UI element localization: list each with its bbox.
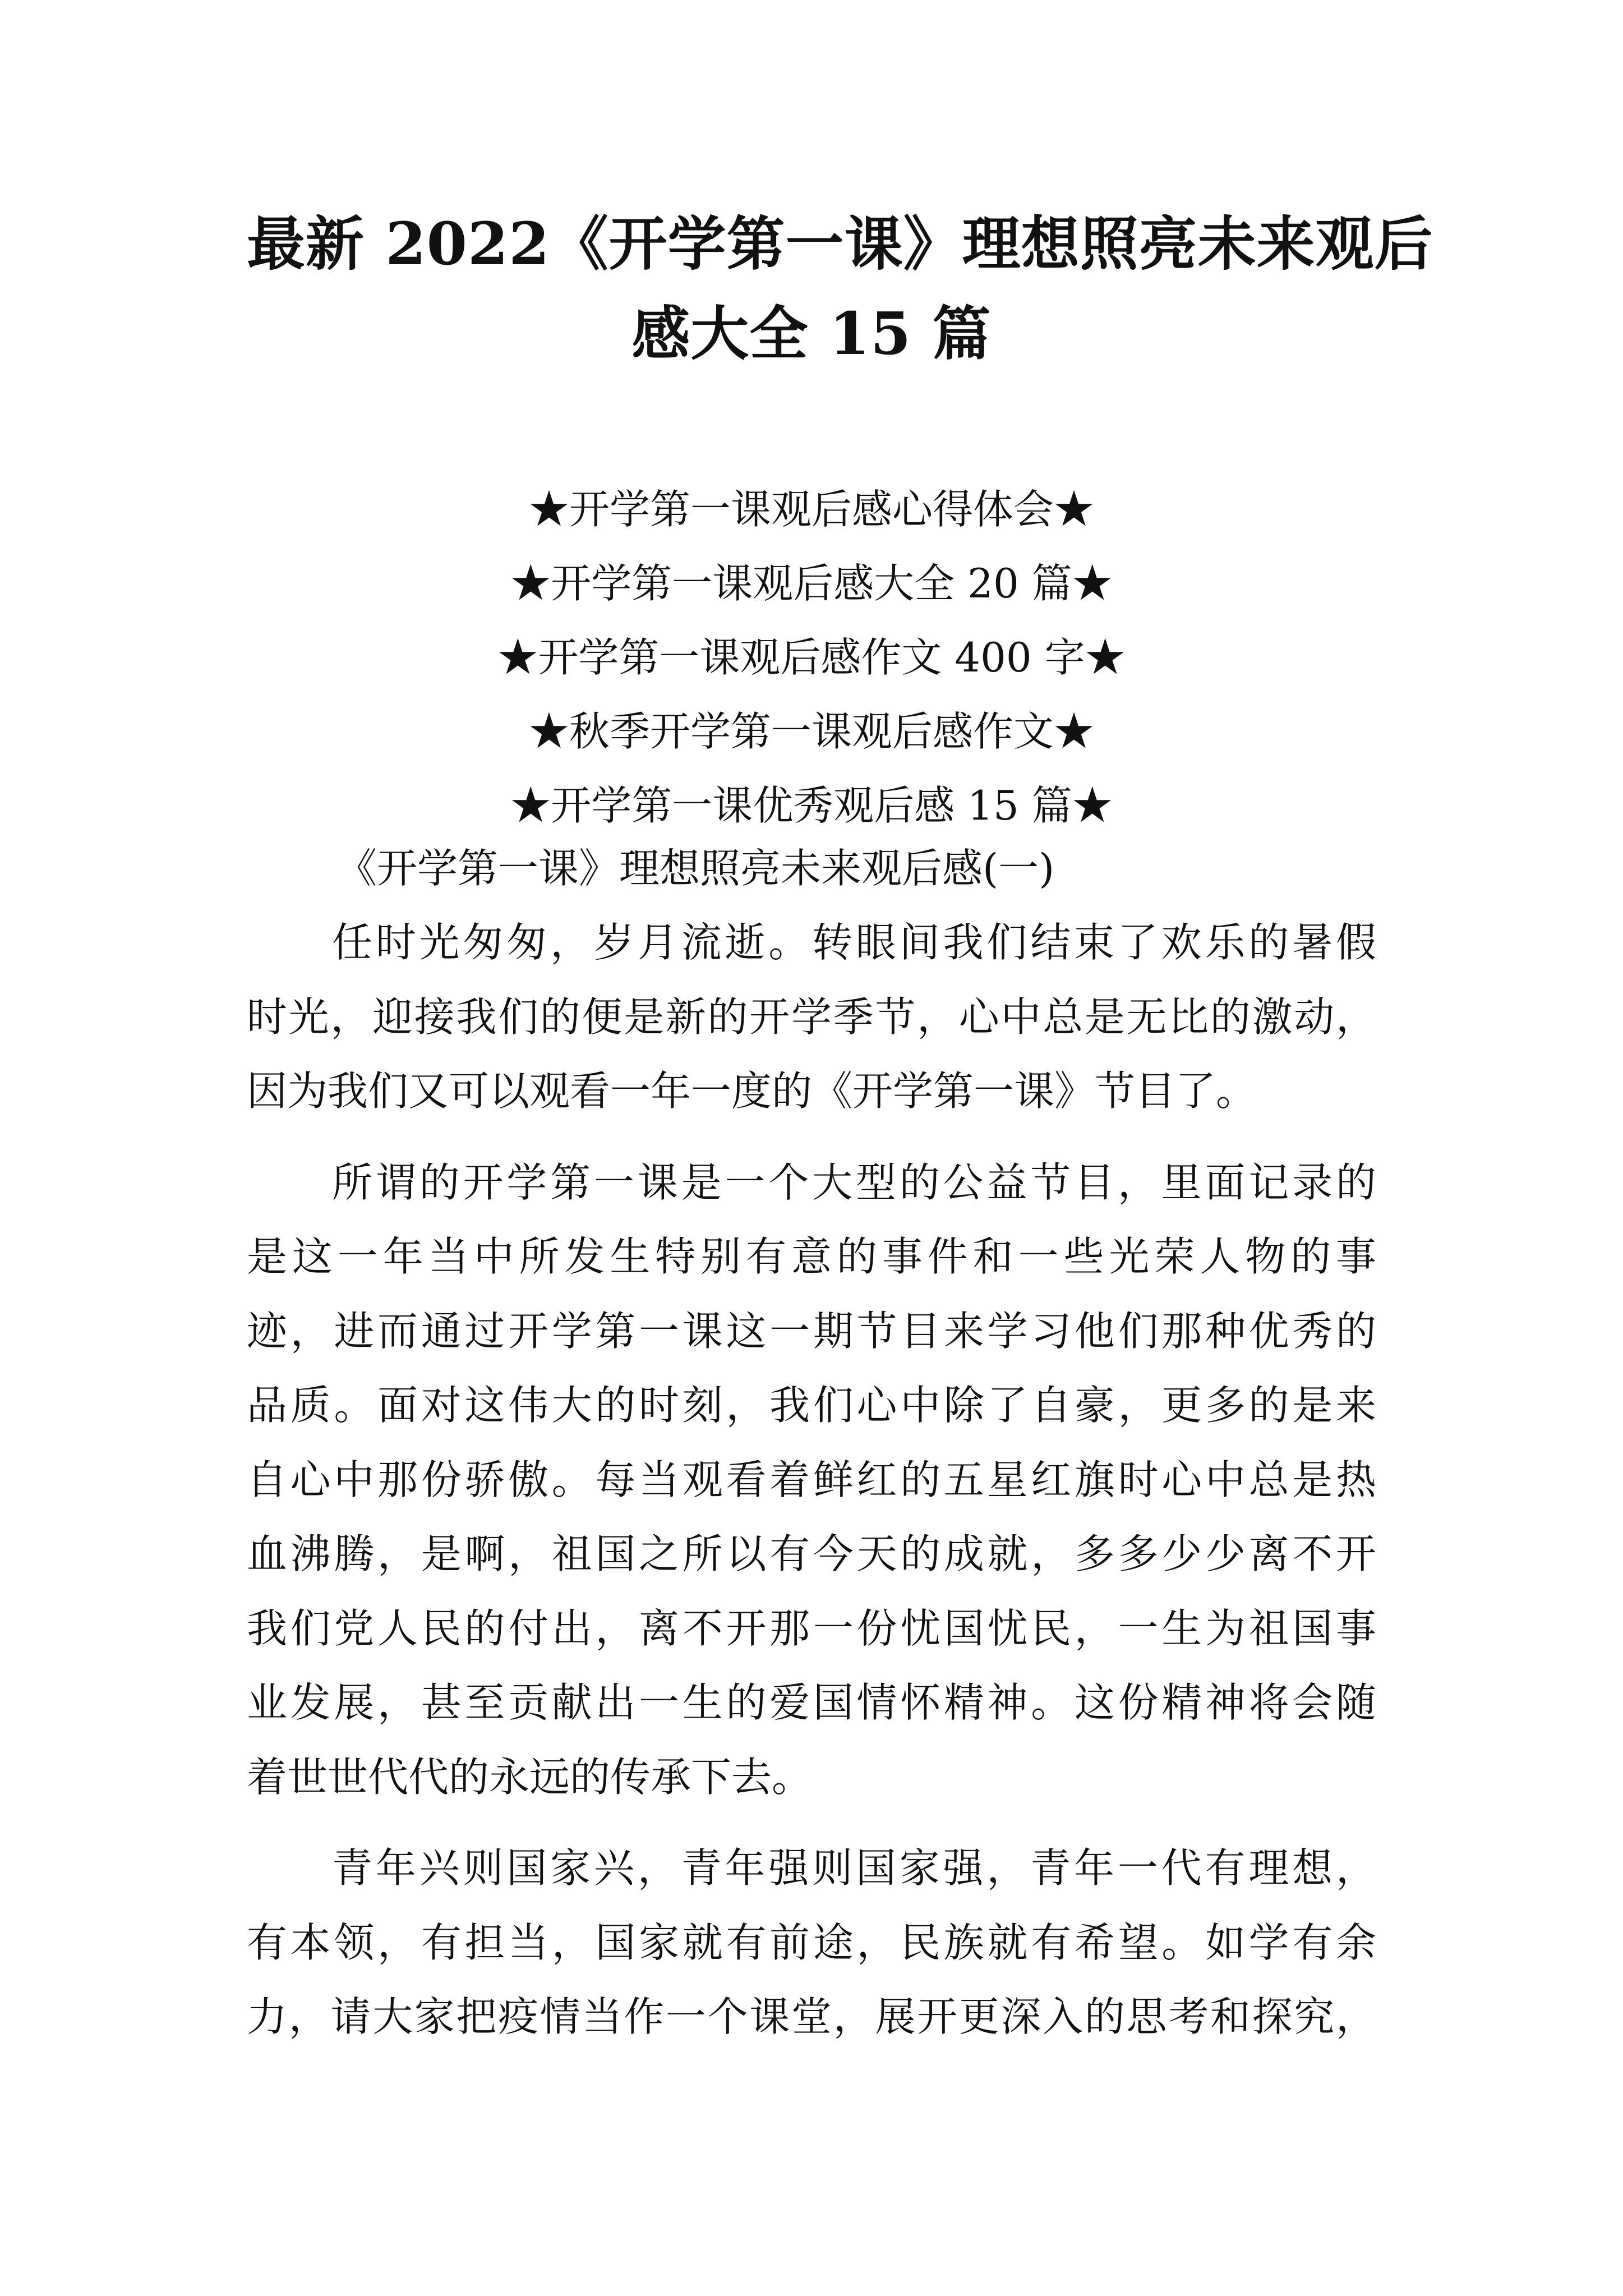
related-link[interactable]: ★开学第一课观后感心得体会★: [528, 486, 1094, 533]
paragraph-2: [247, 1145, 1376, 1815]
text-line: 着世世代代的永远的传承下去。: [247, 1753, 813, 1801]
section-heading: 《开学第一课》理想照亮未来观后感(一): [336, 845, 1055, 892]
related-link[interactable]: ★开学第一课优秀观后感 15 篇★: [510, 782, 1113, 829]
related-links-list: [247, 472, 1376, 843]
text-line: 我们党人民的付出，离不开那一份忧国忧民，一生为祖国事: [247, 1604, 1376, 1652]
text-line: 是这一年当中所发生特别有意的事件和一些光荣人物的事: [247, 1233, 1376, 1280]
text-line: 血沸腾，是啊，祖国之所以有今天的成就，多多少少离不开: [247, 1530, 1376, 1577]
related-link[interactable]: ★秋季开学第一课观后感作文★: [528, 708, 1094, 755]
title-line-1: 最新 2022《开学第一课》理想照亮未来观后: [247, 209, 1433, 278]
text-line: 迹，进而通过开学第一课这一期节目来学习他们那种优秀的: [247, 1307, 1376, 1355]
document-title: [247, 199, 1433, 379]
related-link[interactable]: ★开学第一课观后感作文 400 字★: [497, 634, 1126, 681]
text-line: 力，请大家把疫情当作一个课堂，展开更深入的思考和探究，: [247, 1993, 1376, 2040]
text-line: 任时光匆匆，岁月流逝。转眼间我们结束了欢乐的暑假: [332, 919, 1376, 966]
title-line-2: 感大全 15 篇: [631, 299, 992, 368]
text-line: 所谓的开学第一课是一个大型的公益节目，里面记录的: [332, 1158, 1376, 1206]
text-line: 自心中那份骄傲。每当观看着鲜红的五星红旗时心中总是热: [247, 1456, 1376, 1503]
paragraph-3: [247, 1831, 1376, 2054]
text-line: 有本领，有担当，国家就有前途，民族就有希望。如学有余: [247, 1918, 1376, 1966]
text-line: 因为我们又可以观看一年一度的《开学第一课》节目了。: [247, 1068, 1257, 1115]
text-line: 品质。面对这伟大的时刻，我们心中除了自豪，更多的是来: [247, 1382, 1376, 1429]
paragraph-1: [247, 905, 1376, 1129]
related-link[interactable]: ★开学第一课观后感大全 20 篇★: [510, 560, 1113, 607]
article-body: [247, 905, 1376, 2054]
text-line: 业发展，甚至贡献出一生的爱国情怀精神。这份精神将会随: [247, 1679, 1376, 1726]
text-line: 青年兴则国家兴，青年强则国家强，青年一代有理想，: [332, 1844, 1376, 1892]
text-line: 时光，迎接我们的便是新的开学季节，心中总是无比的激动，: [247, 993, 1376, 1041]
